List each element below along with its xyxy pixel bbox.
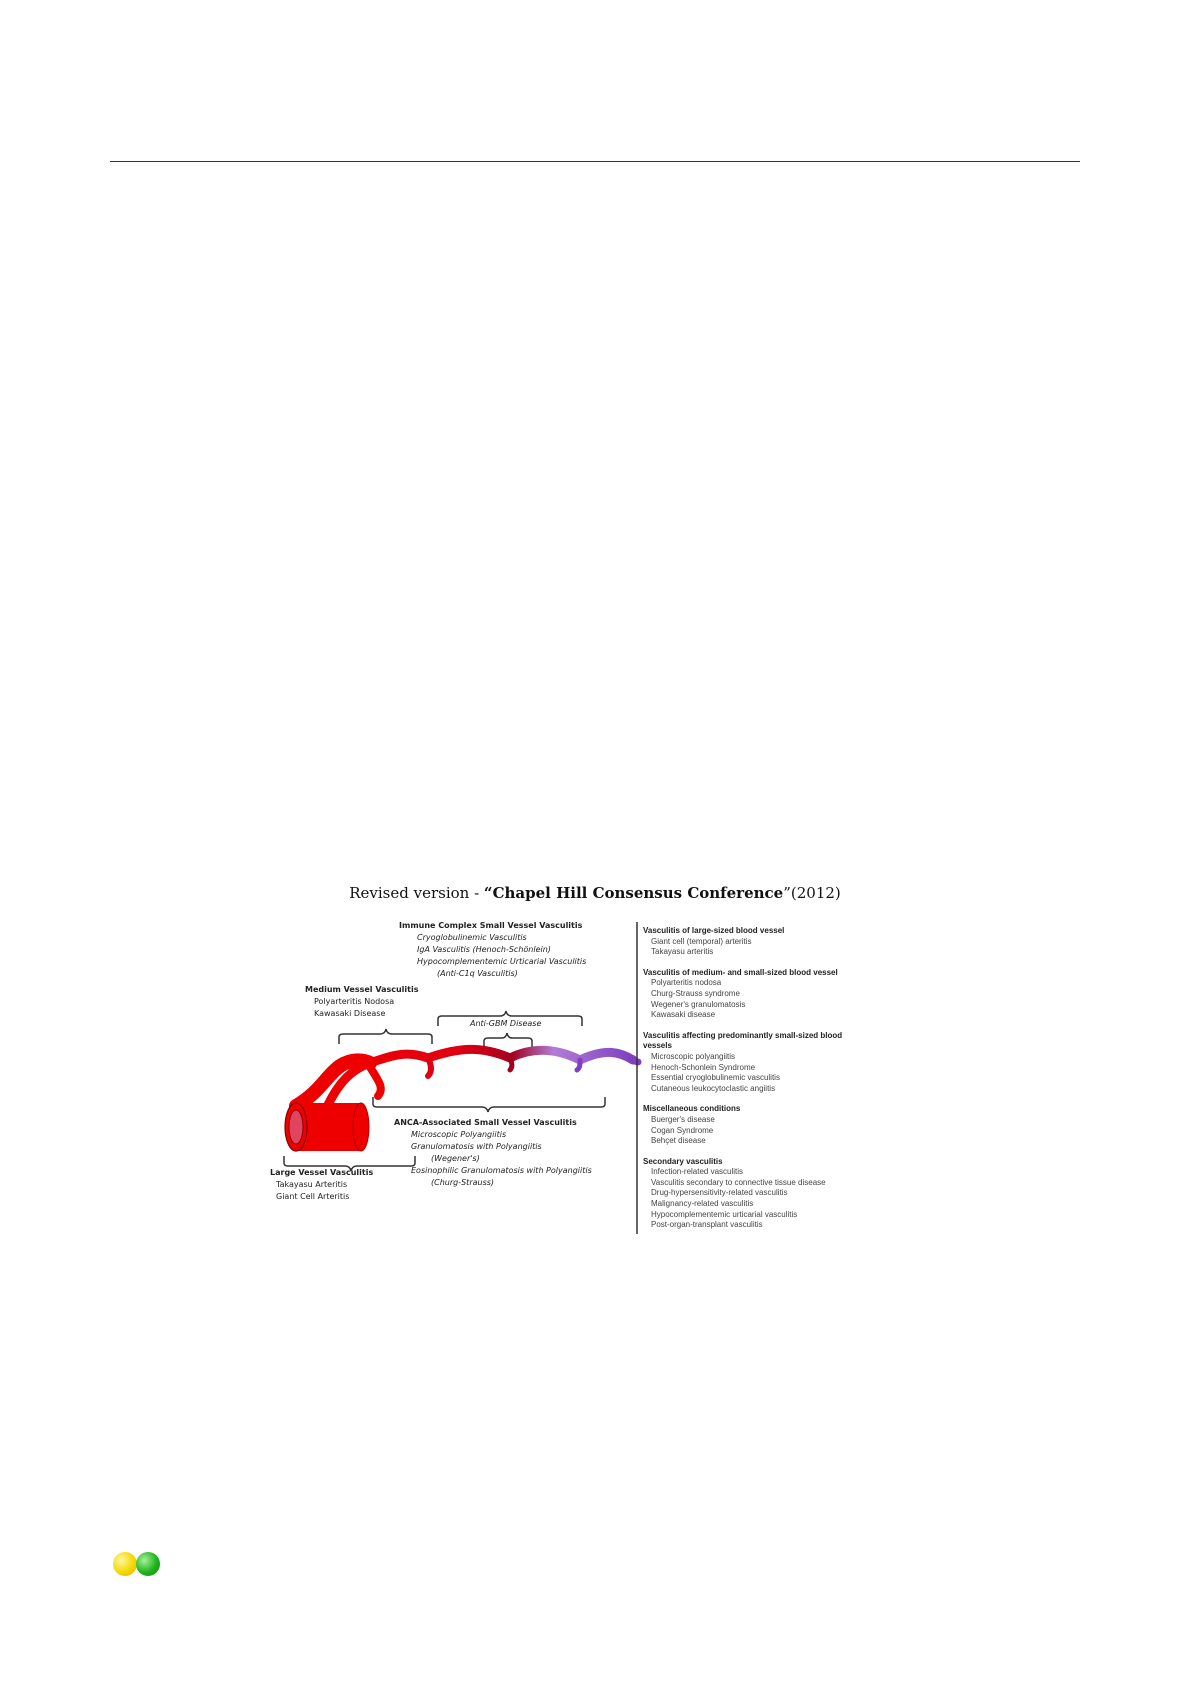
large-vessel-item: Giant Cell Arteritis <box>276 1192 350 1201</box>
section-item: Essential cryoglobulinemic vasculitis <box>651 1073 780 1083</box>
anca-item: (Wegener's) <box>431 1154 480 1163</box>
immune-complex-item: IgA Vasculitis (Henoch-Schönlein) <box>417 945 551 954</box>
section-item: Kawasaki disease <box>651 1010 716 1020</box>
anca-item: (Churg-Strauss) <box>431 1178 495 1187</box>
anca-bracket <box>373 1097 605 1112</box>
section-item: Behçet disease <box>651 1136 706 1146</box>
section-item: Drug-hypersensitivity-related vasculitis <box>651 1188 788 1198</box>
medium-vessel-item: Polyarteritis Nodosa <box>314 997 395 1006</box>
section-heading: Vasculitis of large-sized blood vessel <box>643 926 785 935</box>
footer-logo <box>113 1550 167 1578</box>
anti-gbm-bracket <box>484 1033 532 1048</box>
anca-item: Eosinophilic Granulomatosis with Polyangiitis <box>411 1166 592 1175</box>
classification-section <box>643 1031 943 1095</box>
classification-list <box>643 926 943 1241</box>
anti-gbm-label <box>470 1018 541 1030</box>
section-item: Cogan Syndrome <box>651 1125 714 1135</box>
section-item: Takayasu arteritis <box>651 947 714 957</box>
section-item: Infection-related vasculitis <box>651 1167 744 1177</box>
section-heading: Vasculitis of medium- and small-sized blood vessel <box>643 967 838 977</box>
large-vessel-heading: Large Vessel Vasculitis <box>270 1168 374 1177</box>
anca-heading: ANCA-Associated Small Vessel Vasculitis <box>394 1118 577 1127</box>
section-item: Henoch-Schonlein Syndrome <box>651 1062 756 1072</box>
caption-close-quote: ” <box>783 884 791 902</box>
immune-complex-label <box>399 920 586 980</box>
immune-complex-item: Cryoglobulinemic Vasculitis <box>417 933 527 942</box>
large-vessel-item: Takayasu Arteritis <box>276 1180 348 1189</box>
classification-section <box>643 926 943 958</box>
figure-caption <box>0 884 1190 902</box>
section-heading: Miscellaneous conditions <box>643 1104 741 1114</box>
anca-item: Granulomatosis with Polyangiitis <box>411 1142 542 1151</box>
caption-open-quote: “ <box>483 884 493 902</box>
large-vessel-label <box>270 1167 373 1203</box>
medium-vessel-heading: Medium Vessel Vasculitis <box>305 985 419 994</box>
section-heading: Secondary vasculitis <box>643 1156 723 1166</box>
yellow-circle-icon <box>113 1552 137 1576</box>
section-item: Churg-Strauss syndrome <box>651 988 740 998</box>
classification-section <box>643 1157 943 1231</box>
immune-complex-item: Hypocomplementemic Urticarial Vasculitis <box>417 957 587 966</box>
section-item: Wegener's granulomatosis <box>651 999 746 1009</box>
anca-label <box>394 1117 592 1189</box>
medium-vessel-label <box>305 984 419 1020</box>
section-heading: Vasculitis affecting predominantly small-sized blood vessels <box>643 1030 843 1051</box>
medium-vessel-item: Kawasaki Disease <box>314 1009 386 1018</box>
classification-section <box>643 968 943 1021</box>
anca-item: Microscopic Polyangiitis <box>411 1130 507 1139</box>
section-item: Post-organ-transplant vasculitis <box>651 1220 763 1230</box>
anti-gbm-text: Anti-GBM Disease <box>470 1019 542 1028</box>
section-item: Hypocomplementemic urticarial vasculitis <box>651 1209 798 1219</box>
section-item: Malignancy-related vasculitis <box>651 1199 754 1209</box>
section-item: Giant cell (temporal) arteritis <box>651 936 752 946</box>
section-item: Microscopic polyangiitis <box>651 1051 736 1061</box>
immune-complex-heading: Immune Complex Small Vessel Vasculitis <box>399 921 583 930</box>
section-item: Vasculitis secondary to connective tissue disease <box>651 1177 826 1187</box>
section-item: Buerger's disease <box>651 1114 715 1124</box>
section-item: Polyarteritis nodosa <box>651 978 722 988</box>
caption-title: Chapel Hill Consensus Conference <box>492 884 784 902</box>
green-circle-icon <box>136 1552 160 1576</box>
caption-year: (2012) <box>790 884 841 902</box>
medium-vessel-bracket <box>339 1029 432 1044</box>
immune-complex-item: (Anti-C1q Vasculitis) <box>437 969 518 978</box>
classification-section <box>643 1104 943 1146</box>
header-rule <box>110 161 1080 162</box>
vasculitis-figure <box>260 920 940 1240</box>
caption-prefix: Revised version - <box>349 884 484 902</box>
section-item: Cutaneous leukocytoclastic angiitis <box>651 1083 776 1093</box>
